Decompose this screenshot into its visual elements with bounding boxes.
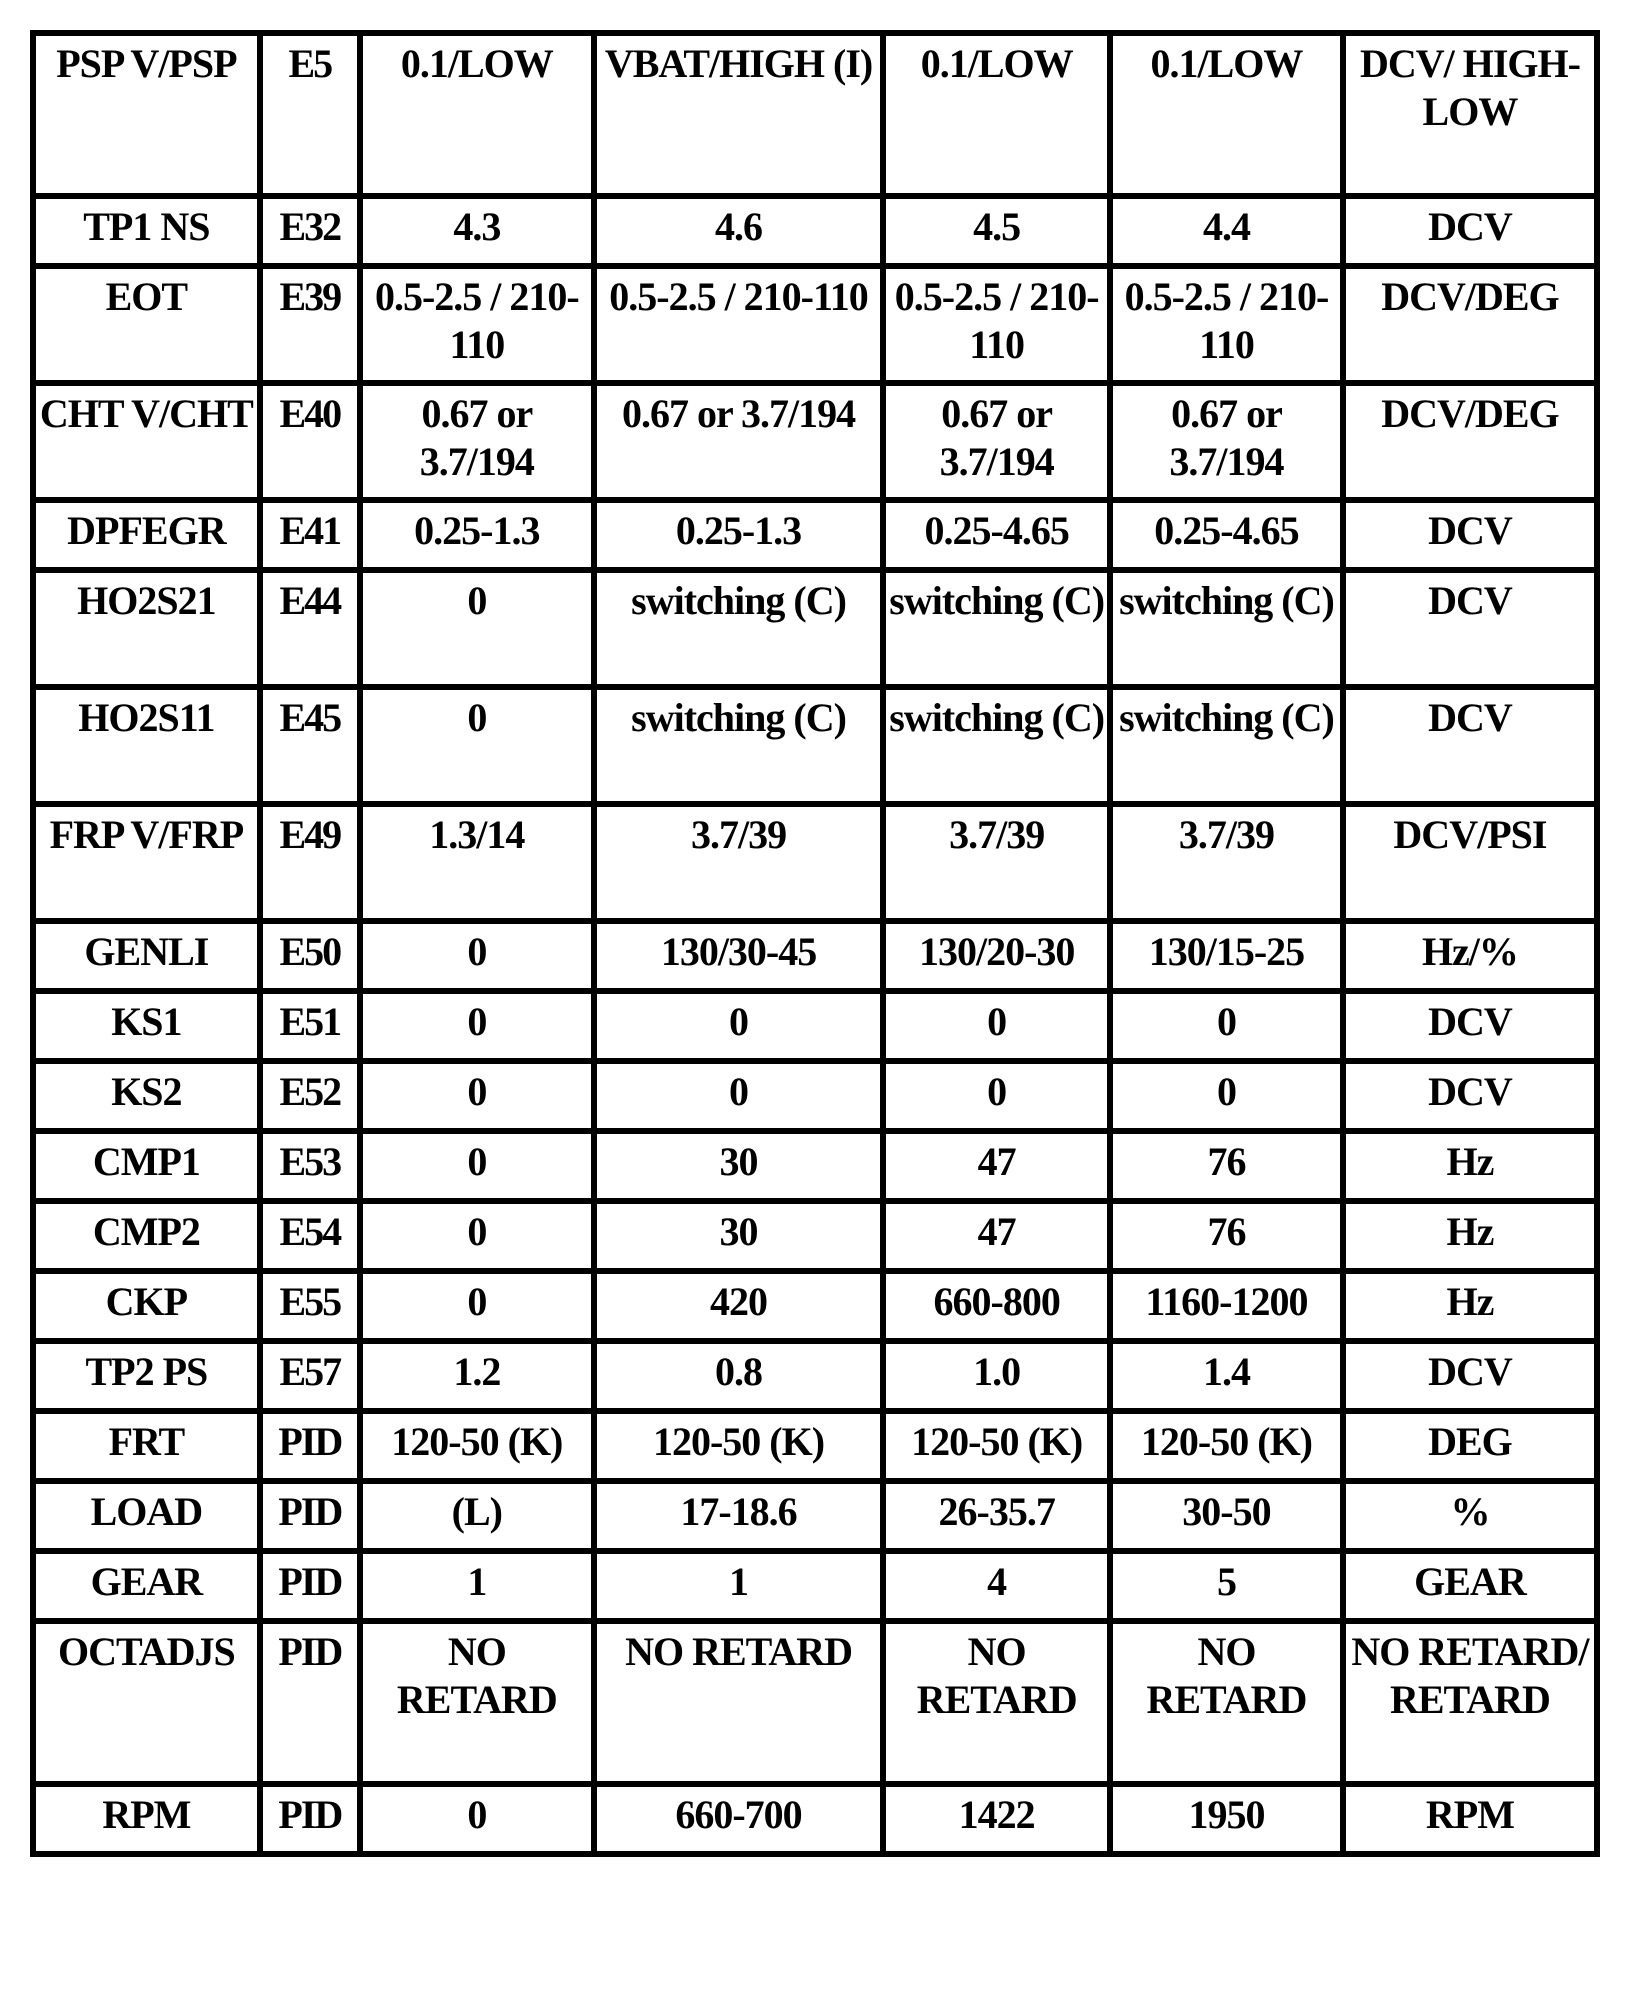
- table-cell: switching (C): [597, 690, 881, 801]
- table-cell: 0: [363, 1134, 591, 1198]
- table-cell: 0.25-1.3: [363, 503, 591, 567]
- table-cell: 0: [363, 924, 591, 988]
- table-cell: 0.1/LOW: [1113, 36, 1340, 193]
- table-cell: 4.6: [597, 199, 881, 263]
- table-cell: 0.5-2.5 / 210-110: [1113, 269, 1340, 380]
- table-row: [36, 573, 1594, 684]
- table-cell: 0.25-4.65: [886, 503, 1107, 567]
- table-cell: 1.4: [1113, 1344, 1340, 1408]
- table-cell: %: [1346, 1484, 1594, 1548]
- table-cell: 0: [363, 1204, 591, 1268]
- table-row: [36, 807, 1594, 918]
- table-cell: PID: [263, 1554, 357, 1618]
- table-cell: switching (C): [1113, 573, 1340, 684]
- table-cell: DCV: [1346, 690, 1594, 801]
- table-cell: 0: [597, 994, 881, 1058]
- table-row: [36, 269, 1594, 380]
- table-cell: 1.0: [886, 1344, 1107, 1408]
- table-cell: KS1: [36, 994, 257, 1058]
- table-cell: Hz: [1346, 1204, 1594, 1268]
- table-cell: E49: [263, 807, 357, 918]
- table-cell: NO RETARD: [1113, 1624, 1340, 1781]
- table-cell: DCV/DEG: [1346, 269, 1594, 380]
- table-cell: 0: [363, 573, 591, 684]
- table-row: [36, 1344, 1594, 1408]
- table-cell: EOT: [36, 269, 257, 380]
- table-cell: 0.67 or 3.7/194: [597, 386, 881, 497]
- table-cell: 0: [886, 1064, 1107, 1128]
- table-cell: CMP2: [36, 1204, 257, 1268]
- table-cell: 30: [597, 1134, 881, 1198]
- table-cell: DCV/ HIGH- LOW: [1346, 36, 1594, 193]
- table-cell: CKP: [36, 1274, 257, 1338]
- table-cell: 5: [1113, 1554, 1340, 1618]
- table-cell: PSP V/PSP: [36, 36, 257, 193]
- table-cell: E51: [263, 994, 357, 1058]
- table-cell: HO2S11: [36, 690, 257, 801]
- table-cell: PID: [263, 1787, 357, 1851]
- table-row: [36, 1064, 1594, 1128]
- table-row: [36, 386, 1594, 497]
- table-row: [36, 1554, 1594, 1618]
- table-cell: switching (C): [1113, 690, 1340, 801]
- table-cell: Hz/%: [1346, 924, 1594, 988]
- table-cell: 30: [597, 1204, 881, 1268]
- table-cell: E40: [263, 386, 357, 497]
- table-cell: DCV: [1346, 573, 1594, 684]
- table-cell: switching (C): [886, 690, 1107, 801]
- table-cell: 0: [363, 1064, 591, 1128]
- table-cell: 420: [597, 1274, 881, 1338]
- table-cell: DPFEGR: [36, 503, 257, 567]
- table-cell: E39: [263, 269, 357, 380]
- table-cell: 120-50 (K): [363, 1414, 591, 1478]
- table-cell: 660-700: [597, 1787, 881, 1851]
- table-row: [36, 1624, 1594, 1781]
- table-row: [36, 690, 1594, 801]
- table-cell: 4.3: [363, 199, 591, 263]
- table-row: [36, 1204, 1594, 1268]
- table-cell: 4: [886, 1554, 1107, 1618]
- table-cell: switching (C): [597, 573, 881, 684]
- table-cell: switching (C): [886, 573, 1107, 684]
- table-cell: 3.7/39: [886, 807, 1107, 918]
- table-cell: DCV: [1346, 503, 1594, 567]
- table-body: [36, 36, 1594, 1851]
- table-cell: Hz: [1346, 1134, 1594, 1198]
- table-cell: 0.67 or 3.7/194: [363, 386, 591, 497]
- table-cell: 0: [363, 1787, 591, 1851]
- table-row: [36, 1414, 1594, 1478]
- table-row: [36, 1787, 1594, 1851]
- table-cell: PID: [263, 1484, 357, 1548]
- table-cell: NO RETARD: [886, 1624, 1107, 1781]
- table-cell: E32: [263, 199, 357, 263]
- table-cell: 1.2: [363, 1344, 591, 1408]
- table-cell: 0.5-2.5 / 210-110: [363, 269, 591, 380]
- table-cell: 76: [1113, 1204, 1340, 1268]
- table-row: [36, 1134, 1594, 1198]
- table-cell: 3.7/39: [1113, 807, 1340, 918]
- table-cell: 1: [363, 1554, 591, 1618]
- table-cell: TP1 NS: [36, 199, 257, 263]
- table-row: [36, 503, 1594, 567]
- table-cell: DCV: [1346, 1064, 1594, 1128]
- table-cell: 0.1/LOW: [886, 36, 1107, 193]
- table-cell: DCV: [1346, 994, 1594, 1058]
- table-cell: 0.25-1.3: [597, 503, 881, 567]
- table-cell: CHT V/CHT: [36, 386, 257, 497]
- table-cell: 4.4: [1113, 199, 1340, 263]
- table-cell: 0: [1113, 994, 1340, 1058]
- table-cell: 30-50: [1113, 1484, 1340, 1548]
- table-cell: 1422: [886, 1787, 1107, 1851]
- table-cell: 26-35.7: [886, 1484, 1107, 1548]
- table-cell: 0.8: [597, 1344, 881, 1408]
- table-cell: E5: [263, 36, 357, 193]
- table-cell: RPM: [36, 1787, 257, 1851]
- table-cell: 0: [886, 994, 1107, 1058]
- table-cell: CMP1: [36, 1134, 257, 1198]
- table-cell: 0: [597, 1064, 881, 1128]
- table-cell: 0: [363, 690, 591, 801]
- table-cell: GEAR: [1346, 1554, 1594, 1618]
- table-row: [36, 36, 1594, 193]
- table-cell: 0.25-4.65: [1113, 503, 1340, 567]
- table-cell: FRP V/FRP: [36, 807, 257, 918]
- table-cell: 0.67 or 3.7/194: [1113, 386, 1340, 497]
- table-cell: E41: [263, 503, 357, 567]
- table-cell: 47: [886, 1134, 1107, 1198]
- table-cell: 130/30-45: [597, 924, 881, 988]
- table-cell: NO RETARD: [363, 1624, 591, 1781]
- table-cell: 130/20-30: [886, 924, 1107, 988]
- table-cell: 47: [886, 1204, 1107, 1268]
- table-cell: FRT: [36, 1414, 257, 1478]
- table-cell: E52: [263, 1064, 357, 1128]
- table-cell: E53: [263, 1134, 357, 1198]
- table-cell: DCV: [1346, 1344, 1594, 1408]
- table-row: [36, 199, 1594, 263]
- table-cell: E54: [263, 1204, 357, 1268]
- table-cell: 1.3/14: [363, 807, 591, 918]
- data-table-container: [30, 30, 1600, 1857]
- table-cell: 0: [363, 1274, 591, 1338]
- table-cell: 76: [1113, 1134, 1340, 1198]
- table-cell: 1950: [1113, 1787, 1340, 1851]
- table-cell: 1: [597, 1554, 881, 1618]
- table-cell: 0.5-2.5 / 210-110: [597, 269, 881, 380]
- data-table: [30, 30, 1600, 1857]
- table-cell: PID: [263, 1414, 357, 1478]
- table-cell: VBAT/HIGH (I): [597, 36, 881, 193]
- table-cell: GENLI: [36, 924, 257, 988]
- table-cell: 0: [1113, 1064, 1340, 1128]
- table-cell: HO2S21: [36, 573, 257, 684]
- table-cell: DCV/DEG: [1346, 386, 1594, 497]
- table-cell: PID: [263, 1624, 357, 1781]
- table-row: [36, 1274, 1594, 1338]
- table-cell: 0: [363, 994, 591, 1058]
- table-cell: 0.1/LOW: [363, 36, 591, 193]
- table-cell: DCV: [1346, 199, 1594, 263]
- table-cell: 660-800: [886, 1274, 1107, 1338]
- table-cell: (L): [363, 1484, 591, 1548]
- table-cell: E45: [263, 690, 357, 801]
- table-cell: KS2: [36, 1064, 257, 1128]
- table-cell: 120-50 (K): [597, 1414, 881, 1478]
- table-cell: E55: [263, 1274, 357, 1338]
- table-row: [36, 924, 1594, 988]
- table-cell: 130/15-25: [1113, 924, 1340, 988]
- table-cell: LOAD: [36, 1484, 257, 1548]
- table-cell: E57: [263, 1344, 357, 1408]
- table-cell: 4.5: [886, 199, 1107, 263]
- table-cell: 0.5-2.5 / 210-110: [886, 269, 1107, 380]
- table-cell: 120-50 (K): [886, 1414, 1107, 1478]
- table-row: [36, 994, 1594, 1058]
- table-cell: TP2 PS: [36, 1344, 257, 1408]
- table-cell: DCV/PSI: [1346, 807, 1594, 918]
- table-cell: NO RETARD: [597, 1624, 881, 1781]
- table-cell: E50: [263, 924, 357, 988]
- table-cell: RPM: [1346, 1787, 1594, 1851]
- table-cell: 1160-1200: [1113, 1274, 1340, 1338]
- table-cell: NO RETARD/ RETARD: [1346, 1624, 1594, 1781]
- table-row: [36, 1484, 1594, 1548]
- table-cell: DEG: [1346, 1414, 1594, 1478]
- table-cell: GEAR: [36, 1554, 257, 1618]
- table-cell: 17-18.6: [597, 1484, 881, 1548]
- table-cell: E44: [263, 573, 357, 684]
- table-cell: OCTADJS: [36, 1624, 257, 1781]
- table-cell: 0.67 or 3.7/194: [886, 386, 1107, 497]
- table-cell: 120-50 (K): [1113, 1414, 1340, 1478]
- table-cell: Hz: [1346, 1274, 1594, 1338]
- table-cell: 3.7/39: [597, 807, 881, 918]
